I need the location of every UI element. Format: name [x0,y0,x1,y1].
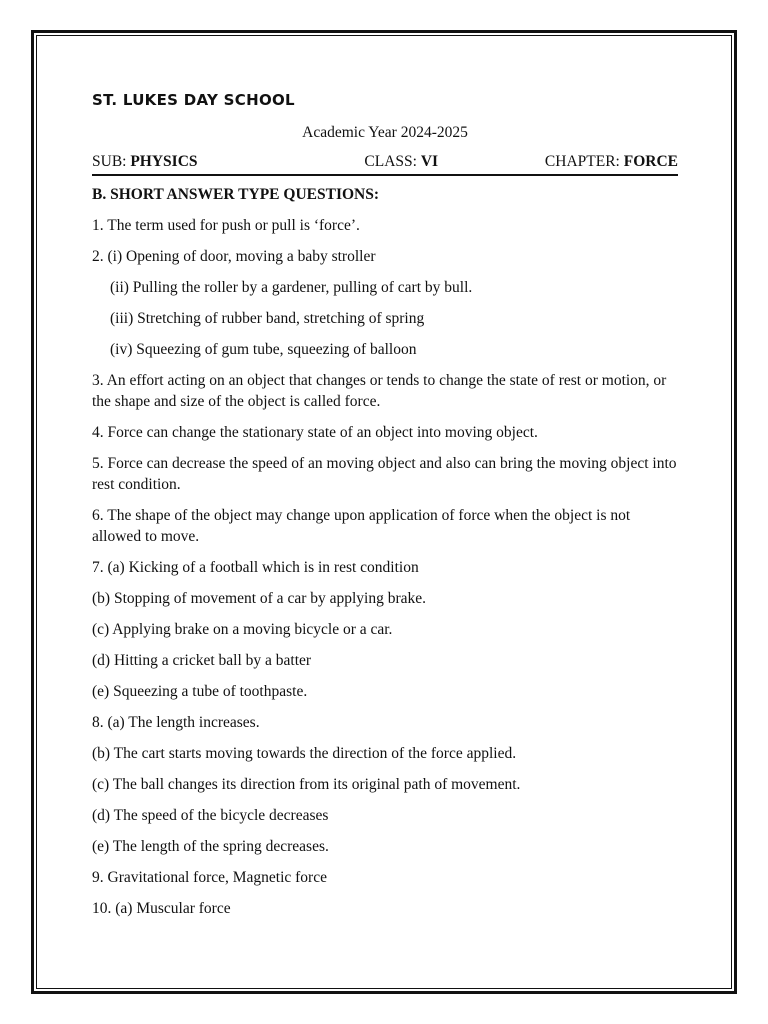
answer-2-i: 2. (i) Opening of door, moving a baby stroller [92,248,376,265]
answer-8-d: (d) The speed of the bicycle decreases [92,807,329,824]
answer-7-d: (d) Hitting a cricket ball by a batter [92,652,312,669]
answer-8-b: (b) The cart starts moving towards the direction of the force applied. [92,745,517,762]
answer-8-e: (e) The length of the spring decreases. [92,838,329,855]
subject-value: PHYSICS [130,153,198,170]
answer-5: 5. Force can decrease the speed of an moving object and also can bring the moving object into rest condition. [92,455,677,493]
school-name: ST. LUKES DAY SCHOOL [92,91,295,109]
academic-year: Academic Year 2024-2025 [302,124,468,141]
answer-9: 9. Gravitational force, Magnetic force [92,869,327,886]
answer-7-e: (e) Squeezing a tube of toothpaste. [92,683,308,700]
answer-6: 6. The shape of the object may change upon application of force when the object is not allowed to move. [92,507,631,545]
answer-2-ii: (ii) Pulling the roller by a gardener, pulling of cart by bull. [110,279,473,296]
chapter-field [545,151,678,172]
answer-8-a: 8. (a) The length increases. [92,714,260,731]
class-field [364,151,438,172]
answer-2-iii: (iii) Stretching of rubber band, stretching of spring [110,310,425,327]
subject-header-row [92,151,678,176]
subject-field [92,151,198,172]
answer-7-b: (b) Stopping of movement of a car by applying brake. [92,590,427,607]
section-title: B. SHORT ANSWER TYPE QUESTIONS: [92,186,380,203]
answer-4: 4. Force can change the stationary state of an object into moving object. [92,424,538,441]
class-value: VI [420,153,439,170]
answer-7-a: 7. (a) Kicking of a football which is in rest condition [92,559,419,576]
answer-3: 3. An effort acting on an object that changes or tends to change the state of rest or motion, or the shape and size of the object is called force. [92,372,667,410]
subject-label: SUB: [92,153,127,170]
class-label: CLASS: [364,153,417,170]
document-body [92,88,678,919]
answer-2-iv: (iv) Squeezing of gum tube, squeezing of balloon [110,341,417,358]
chapter-value: FORCE [623,153,678,170]
answer-10-a: 10. (a) Muscular force [92,900,231,917]
answer-1: 1. The term used for push or pull is ‘force’. [92,217,360,234]
answer-8-c: (c) The ball changes its direction from its original path of movement. [92,776,521,793]
chapter-label: CHAPTER: [544,153,620,170]
answer-7-c: (c) Applying brake on a moving bicycle or a car. [92,621,393,638]
